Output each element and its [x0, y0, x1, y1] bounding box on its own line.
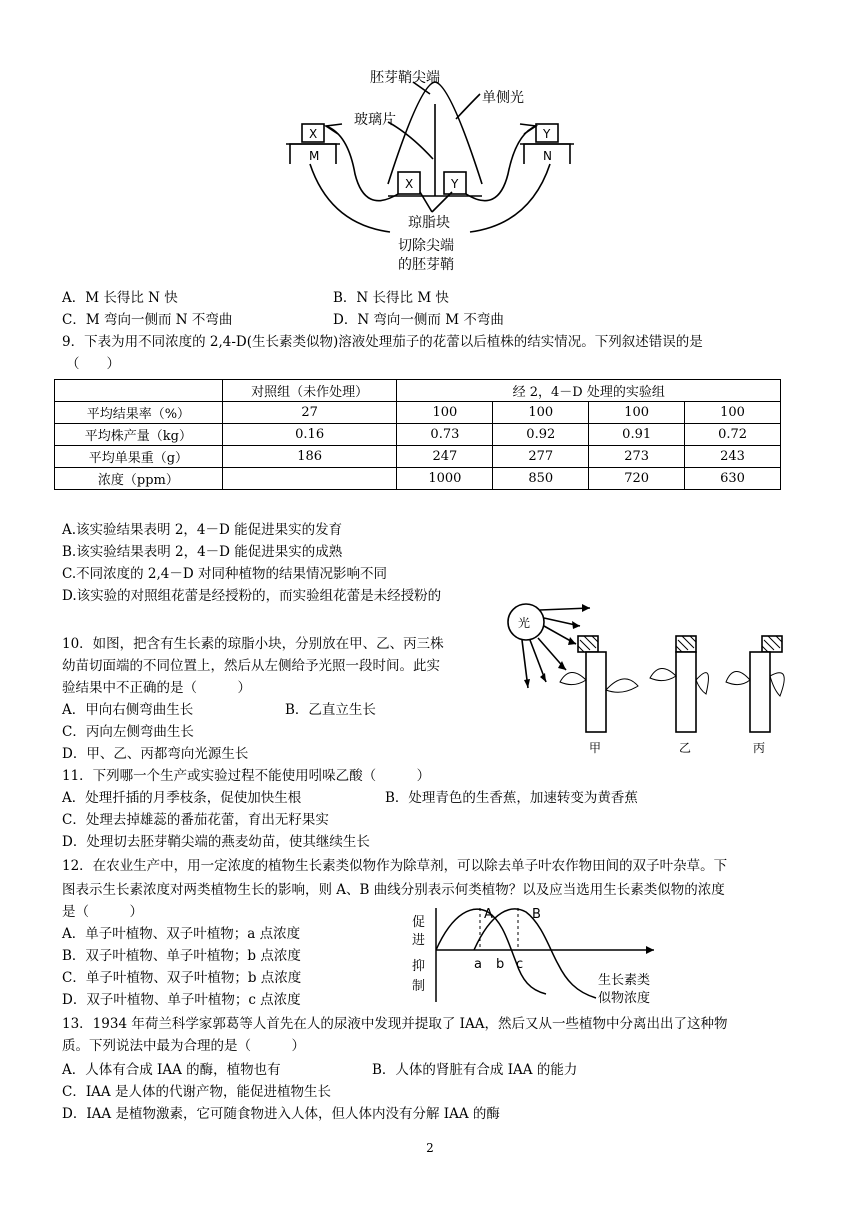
- cell: 243: [685, 446, 781, 468]
- cell: 277: [493, 446, 589, 468]
- q12-stem-2: 图表示生长素浓度对两类植物生长的影响，则 A、B 曲线分别表示何类植物？以及应当选用生长素类似物的浓度: [62, 882, 725, 898]
- cell: 720: [589, 468, 685, 490]
- q13-option-b: B．人体的肾脏有合成 IAA 的能力: [372, 1062, 578, 1078]
- cell: 1000: [397, 468, 493, 490]
- label-cut-2: 的胚芽鞘: [398, 257, 454, 273]
- seedling-light-figure: [500, 600, 800, 760]
- q12-option-c: C．单子叶植物、双子叶植物；b 点浓度: [62, 970, 302, 986]
- q8-option-c: C．M 弯向一侧而 N 不弯曲: [62, 312, 233, 328]
- q10-option-d: D．甲、乙、丙都弯向光源生长: [62, 746, 249, 762]
- q12-stem-3: 是（ ）: [62, 904, 143, 920]
- label-agar: 琼脂块: [408, 215, 450, 231]
- q9-paren: （ ）: [66, 356, 120, 372]
- cell-control: [222, 468, 397, 490]
- q10-option-c: C．丙向左侧弯曲生长: [62, 724, 194, 740]
- q9-option-d: D.该实验的对照组花蕾是经授粉的，而实验组花蕾是未经授粉的: [62, 588, 442, 604]
- label-jia: 甲: [589, 741, 602, 755]
- auxin-concentration-graph: [408, 902, 678, 1008]
- header-control: 对照组（未作处理）: [222, 380, 397, 402]
- q9-option-c: C.不同浓度的 2,4－D 对同种植物的结果情况影响不同: [62, 566, 388, 582]
- row-label: 平均株产量（kg）: [55, 424, 223, 446]
- x-label-2: 似物浓度: [598, 991, 651, 1006]
- label-m: M: [309, 149, 320, 163]
- q11-stem: 11．下列哪一个生产或实验过程不能使用吲哚乙酸（ ）: [62, 768, 431, 784]
- q13-option-d: D．IAA 是植物激素，它可随食物进入人体，但人体内没有分解 IAA 的酶: [62, 1106, 500, 1122]
- header-treated: 经 2，4－D 处理的实验组: [397, 380, 781, 402]
- cell: 0.91: [589, 424, 685, 446]
- q9-option-a: A.该实验结果表明 2，4－D 能促进果实的发育: [62, 522, 343, 538]
- q13-stem-2: 质。下列说法中最为合理的是（ ）: [62, 1038, 305, 1054]
- page-number: 2: [426, 1141, 434, 1155]
- table-header-row: [55, 380, 781, 402]
- block-y: Y: [451, 177, 459, 191]
- q13-option-a: A．人体有合成 IAA 的酶，植物也有: [62, 1062, 281, 1078]
- cell: 0.72: [685, 424, 781, 446]
- label-inhibit-2: 制: [412, 979, 426, 994]
- curve-a-label: A: [484, 907, 493, 922]
- table-row: [55, 402, 781, 424]
- q10-option-b: B．乙直立生长: [285, 702, 376, 718]
- q12-option-b: B．双子叶植物、单子叶植物；b 点浓度: [62, 948, 301, 964]
- table-row: [55, 468, 781, 490]
- cell: 630: [685, 468, 781, 490]
- row-label: 平均单果重（g）: [55, 446, 223, 468]
- curve-b-label: B: [532, 907, 541, 922]
- point-c: c: [516, 957, 524, 972]
- label-promote-1: 促: [412, 915, 426, 930]
- small-x: X: [309, 127, 318, 141]
- table-row: [55, 446, 781, 468]
- label-bing: 丙: [753, 741, 766, 755]
- cell: 273: [589, 446, 685, 468]
- row-label: 浓度（ppm）: [55, 468, 223, 490]
- small-y: Y: [543, 127, 551, 141]
- x-label-1: 生长素类: [598, 973, 651, 988]
- q11-option-a: A．处理扦插的月季枝条，促使加快生根: [62, 790, 302, 806]
- cell: 100: [685, 402, 781, 424]
- point-b: b: [496, 957, 505, 972]
- cell: 100: [493, 402, 589, 424]
- coleoptile-experiment-figure: [270, 64, 600, 276]
- q12-option-a: A．单子叶植物、双子叶植物；a 点浓度: [62, 926, 301, 942]
- label-inhibit-1: 抑: [412, 959, 426, 974]
- cell-control: 186: [222, 446, 397, 468]
- q13-stem-1: 13．1934 年荷兰科学家郭葛等人首先在人的尿液中发现并提取了 IAA，然后又从一些植物中分离出出了这种物: [62, 1016, 728, 1032]
- cell: 850: [493, 468, 589, 490]
- q11-option-b: B．处理青色的生香蕉，加速转变为黄香蕉: [385, 790, 638, 806]
- table-row: [55, 424, 781, 446]
- q12-option-d: D．双子叶植物、单子叶植物；c 点浓度: [62, 992, 301, 1008]
- label-tip: 胚芽鞘尖端: [370, 70, 440, 86]
- cell: 247: [397, 446, 493, 468]
- block-x: X: [405, 177, 414, 191]
- cell: 100: [397, 402, 493, 424]
- q13-option-c: C．IAA 是人体的代谢产物，能促进植物生长: [62, 1084, 331, 1100]
- point-a: a: [474, 957, 482, 972]
- label-promote-2: 进: [412, 933, 426, 948]
- q8-option-a: A．M 长得比 N 快: [62, 290, 178, 306]
- cell-control: 27: [222, 402, 397, 424]
- label-glass: 玻璃片: [354, 112, 396, 128]
- q10-option-a: A．甲向右侧弯曲生长: [62, 702, 194, 718]
- q10-stem-2: 幼苗切面端的不同位置上，然后从左侧给予光照一段时间。此实: [62, 658, 440, 674]
- cell: 0.73: [397, 424, 493, 446]
- label-light-source: 光: [518, 616, 531, 630]
- label-n: N: [543, 149, 552, 163]
- row-label: 平均结果率（%）: [55, 402, 223, 424]
- label-cut-1: 切除尖端: [398, 238, 454, 254]
- q12-stem-1: 12．在农业生产中，用一定浓度的植物生长素类似物作为除草剂，可以除去单子叶农作物田间的双子叶杂草。下: [62, 858, 728, 874]
- label-light: 单侧光: [482, 90, 524, 106]
- q11-option-c: C．处理去掉雄蕊的番茄花蕾，育出无籽果实: [62, 812, 329, 828]
- q10-stem-1: 10．如图，把含有生长素的琼脂小块，分别放在甲、乙、丙三株: [62, 636, 444, 652]
- q11-option-d: D．处理切去胚芽鞘尖端的燕麦幼苗，使其继续生长: [62, 834, 370, 850]
- q9-results-table: [54, 379, 781, 490]
- cell: 100: [589, 402, 685, 424]
- q9-stem: 9．下表为用不同浓度的 2,4-D(生长素类似物)溶液处理茄子的花蕾以后植株的结实情况。下列叙述错误的是: [62, 334, 703, 350]
- label-yi: 乙: [679, 741, 692, 755]
- q10-stem-3: 验结果中不正确的是（ ）: [62, 680, 251, 696]
- cell-control: 0.16: [222, 424, 397, 446]
- table-corner: [55, 380, 223, 402]
- q8-option-b: B．N 长得比 M 快: [333, 290, 449, 306]
- q9-option-b: B.该实验结果表明 2，4－D 能促进果实的成熟: [62, 544, 343, 560]
- cell: 0.92: [493, 424, 589, 446]
- q8-option-d: D．N 弯向一侧而 M 不弯曲: [333, 312, 504, 328]
